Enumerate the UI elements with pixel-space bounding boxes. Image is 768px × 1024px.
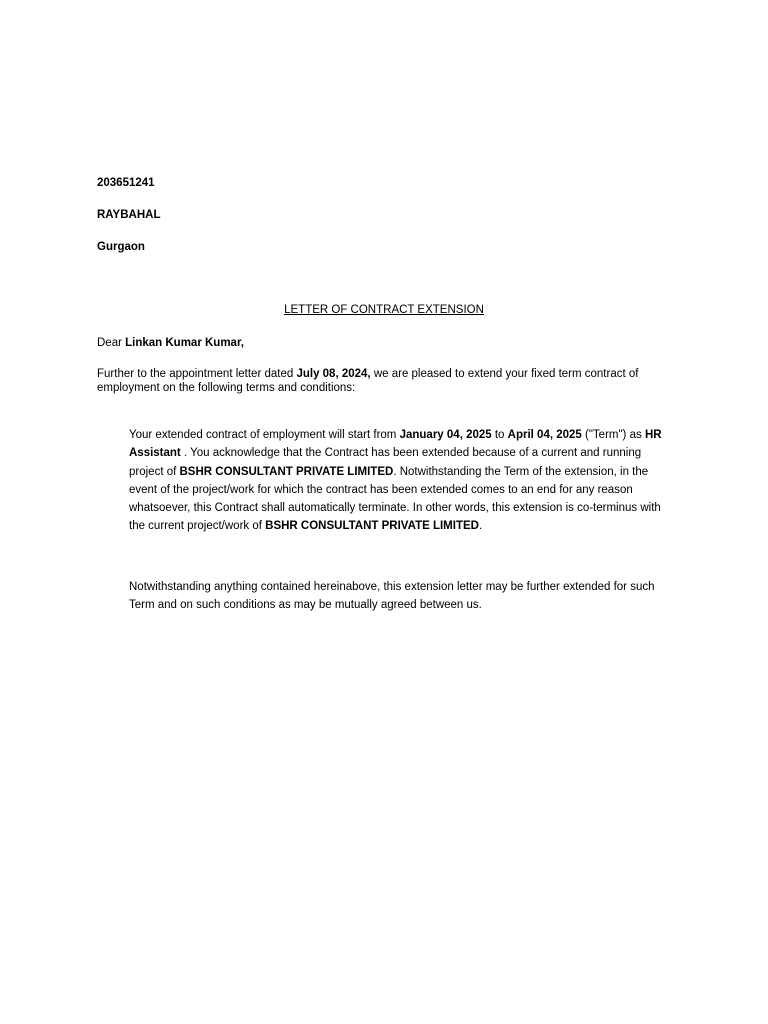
company-short-name: RAYBAHAL (97, 209, 161, 221)
clause-text-6: . (478, 520, 483, 533)
intro-text-1: Further to the appointment letter dated (97, 368, 297, 380)
clause-text-5: . Notwithstanding the Term of the extension, in the event of the project/work for which the contract has been extended comes to an end for any reason whatsoever, this Contract shall automatically terminate. In other words, this extension is co-terminus with the current project/work of (129, 465, 661, 533)
extension-clause (129, 426, 674, 536)
company-name-repeat: BSHR CONSULTANT PRIVATE LIMITED (265, 520, 479, 533)
company-name: BSHR CONSULTANT PRIVATE LIMITED (179, 465, 394, 478)
location: Gurgaon (97, 241, 145, 253)
clause-text-1: Your extended contract of employment will start from (129, 429, 400, 441)
job-role: HR Assistant (129, 429, 662, 460)
start-date: January 04, 2025 (399, 429, 492, 441)
clause-text-4: . You acknowledge that the Contract has been extended because of a current and running project of (129, 447, 642, 478)
intro-paragraph (97, 367, 657, 395)
clause-text-3: ("Term") as (581, 429, 645, 441)
employee-id: 203651241 (97, 177, 155, 189)
end-date: April 04, 2025 (507, 429, 582, 441)
clause-text-2: to (491, 429, 508, 441)
letter-title: LETTER OF CONTRACT EXTENSION (284, 304, 484, 316)
further-extension-clause: Notwithstanding anything contained hereinabove, this extension letter may be further extended for such Term and on such conditions as may be mutually agreed between us. (129, 581, 655, 612)
intro-text-2: we are pleased to extend your fixed term contract of employment on the following terms and conditions: (97, 368, 639, 394)
salutation-prefix: Dear (97, 337, 126, 349)
appointment-date: July 08, 2024, (296, 368, 371, 380)
recipient-name: Linkan Kumar Kumar, (125, 337, 244, 349)
salutation (97, 336, 244, 350)
